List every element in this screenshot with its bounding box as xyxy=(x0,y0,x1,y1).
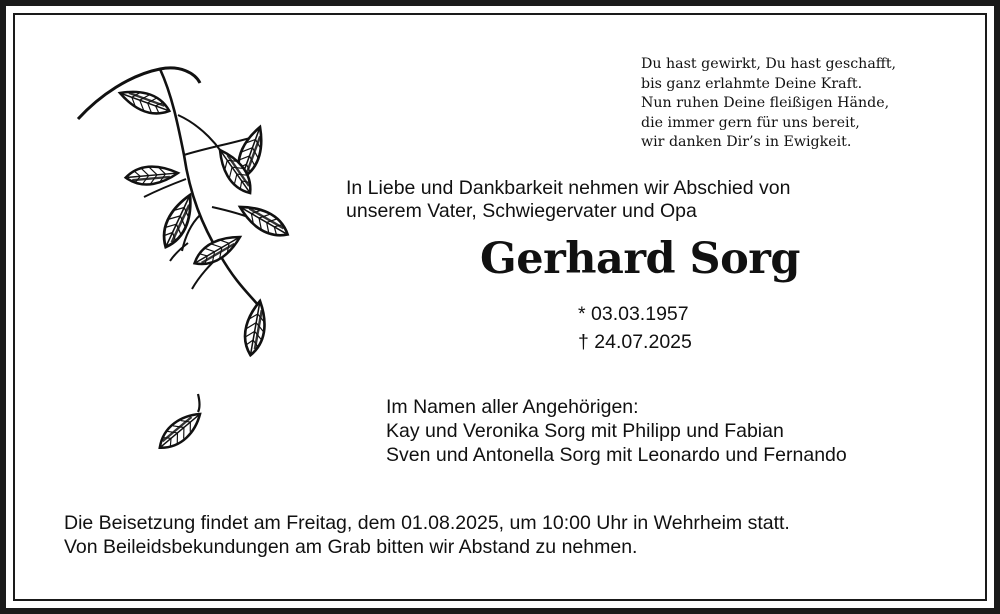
family-heading: Im Namen aller Angehörigen: xyxy=(386,396,639,418)
birth-date: * 03.03.1957 xyxy=(578,303,689,325)
intro-line: unserem Vater, Schwiegervater und Opa xyxy=(346,200,697,222)
funeral-line: Die Beisetzung findet am Freitag, dem 01.08.2025, um 10:00 Uhr in Wehrheim statt. xyxy=(64,512,790,534)
poem-line: wir danken Dir’s in Ewigkeit. xyxy=(641,134,852,150)
death-date: † 24.07.2025 xyxy=(578,331,692,353)
birch-branch-illustration xyxy=(60,55,320,365)
life-dates xyxy=(578,300,692,356)
poem-line: bis ganz erlahmte Deine Kraft. xyxy=(641,75,863,92)
funeral-line: Von Beileidsbekundungen am Grab bitten wir Abstand zu nehmen. xyxy=(64,536,638,558)
deceased-name: Gerhard Sorg xyxy=(479,234,800,284)
family-block xyxy=(386,395,847,467)
intro-line: In Liebe und Dankbarkeit nehmen wir Abschied von xyxy=(346,177,791,199)
poem-line: die immer gern für uns bereit, xyxy=(641,114,860,131)
farewell-intro xyxy=(346,177,790,223)
family-line: Kay und Veronika Sorg mit Philipp und Fabian xyxy=(386,420,784,442)
poem-line: Nun ruhen Deine fleißigen Hände, xyxy=(641,95,890,111)
funeral-info xyxy=(64,511,790,559)
falling-leaf-illustration xyxy=(150,390,220,470)
family-line: Sven und Antonella Sorg mit Leonardo und Fernando xyxy=(386,444,847,466)
poem-block xyxy=(641,55,961,153)
poem-line: Du hast gewirkt, Du hast geschafft, xyxy=(641,56,897,72)
